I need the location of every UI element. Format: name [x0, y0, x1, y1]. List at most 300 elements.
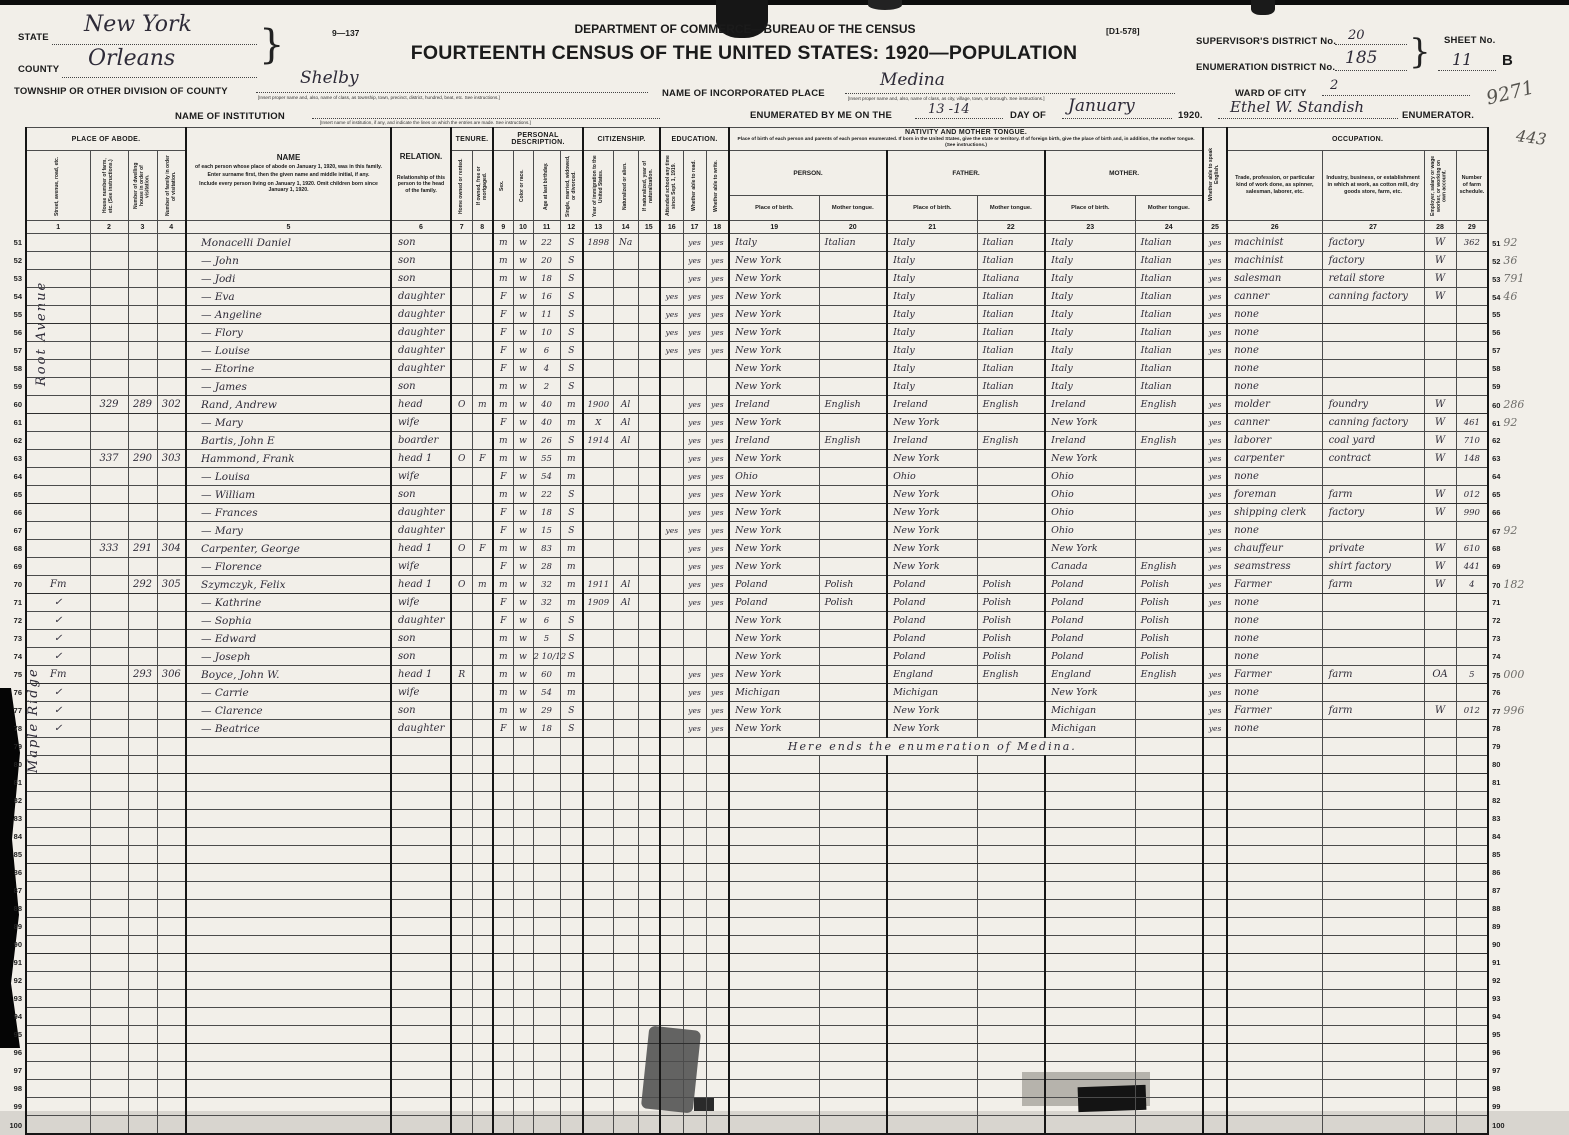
- cell-pb: [729, 990, 819, 1008]
- cell-ind: [1322, 792, 1424, 810]
- cell-pt: [819, 342, 887, 360]
- cell-rel: [391, 900, 451, 918]
- cell-fam: [157, 864, 186, 882]
- cell-ind: [1322, 882, 1424, 900]
- cell-house: [90, 864, 128, 882]
- supervisor-district-label: SUPERVISOR'S DISTRICT No.: [1196, 36, 1337, 47]
- cell-read: [683, 864, 706, 882]
- cell-farm: [1456, 936, 1488, 954]
- cell-rel: [391, 828, 451, 846]
- cell-age: [533, 774, 560, 792]
- cell-ft: English: [977, 666, 1045, 684]
- table-row: [8, 918, 1522, 936]
- cell-color: w: [513, 630, 533, 648]
- cell-farm: 710: [1456, 432, 1488, 450]
- cell-dwell: [128, 252, 157, 270]
- day-of-label: DAY OF: [1010, 110, 1047, 121]
- cell-age: 40: [533, 396, 560, 414]
- cell-age: 2 10/12: [533, 648, 560, 666]
- cell-natzyr: [638, 612, 660, 630]
- section-nativity: [729, 128, 1203, 151]
- cell-trade: [1227, 1026, 1322, 1044]
- scan-artifact-blob: [868, 0, 902, 10]
- cell-imm: [583, 684, 613, 702]
- cell-ind: [1322, 720, 1424, 738]
- cell-street: [26, 468, 90, 486]
- cell-school: [660, 720, 683, 738]
- cell-emp: [1424, 810, 1456, 828]
- line-number-left: 91: [13, 958, 22, 968]
- table-row: [8, 1098, 1522, 1116]
- cell-mar: m: [560, 594, 583, 612]
- cell-rel: wife: [391, 468, 451, 486]
- cell-fam: [157, 828, 186, 846]
- cell-house: [90, 846, 128, 864]
- cell-mar: [560, 1044, 583, 1062]
- line-number-left: 67: [13, 526, 22, 536]
- cell-dwell: [128, 432, 157, 450]
- cell-t1: [451, 792, 472, 810]
- cell-pt: [819, 450, 887, 468]
- cell-fam: [157, 288, 186, 306]
- cell-mt: [1135, 684, 1203, 702]
- cell-house: [90, 990, 128, 1008]
- cell-t1: O: [451, 450, 472, 468]
- cell-age: [533, 972, 560, 990]
- cell-write: [706, 360, 729, 378]
- cell-rel: son: [391, 252, 451, 270]
- cell-rel: son: [391, 234, 451, 252]
- street-name-label: Root Avenue: [34, 280, 49, 386]
- cell-house: [90, 522, 128, 540]
- cell-write: yes: [706, 468, 729, 486]
- cell-t2: [472, 288, 493, 306]
- cell-ft: [977, 1080, 1045, 1098]
- cell-color: [513, 900, 533, 918]
- cell-age: 2: [533, 378, 560, 396]
- table-row: [8, 738, 1522, 756]
- cell-mt: Italian: [1135, 360, 1203, 378]
- cell-fb: [887, 756, 977, 774]
- line-number-left: 56: [13, 328, 22, 338]
- line-number-left: 83: [13, 814, 22, 824]
- cell-trade: [1227, 810, 1322, 828]
- column-speak-english: [1203, 128, 1227, 221]
- margin-note: 46: [1503, 290, 1518, 304]
- cell-t1: [451, 1098, 472, 1116]
- cell-emp: W: [1424, 234, 1456, 252]
- line-number-left: 98: [13, 1084, 22, 1094]
- cell-read: yes: [683, 414, 706, 432]
- cell-color: w: [513, 648, 533, 666]
- cell-emp: W: [1424, 576, 1456, 594]
- line-number-right: [1488, 540, 1522, 558]
- column-attended-school: [660, 151, 683, 221]
- enum-district-rule: [1335, 70, 1407, 71]
- cell-farm: [1456, 648, 1488, 666]
- cell-imm: [583, 648, 613, 666]
- cell-ind: foundry: [1322, 396, 1424, 414]
- cell-fb: [887, 864, 977, 882]
- cell-fam: [157, 792, 186, 810]
- cell-dwell: [128, 288, 157, 306]
- column-age: [533, 151, 560, 221]
- cell-fam: [157, 342, 186, 360]
- cell-street: [26, 558, 90, 576]
- cell-rel: head 1: [391, 666, 451, 684]
- cell-name: [186, 900, 391, 918]
- line-number-left: 61: [13, 418, 22, 428]
- cell-natz: Na: [613, 234, 638, 252]
- cell-natz: [613, 468, 638, 486]
- line-number-right: [1488, 1062, 1522, 1080]
- cell-read: [683, 612, 706, 630]
- cell-eng: yes: [1203, 342, 1227, 360]
- cell-natzyr: [638, 630, 660, 648]
- cell-age: [533, 846, 560, 864]
- column-number-row: [8, 221, 1522, 234]
- cell-fam: [157, 234, 186, 252]
- line-number-right: [1488, 846, 1522, 864]
- cell-mt: [1135, 990, 1203, 1008]
- cell-write: yes: [706, 522, 729, 540]
- cell-farm: [1456, 684, 1488, 702]
- cell-mb: [1045, 774, 1135, 792]
- census-table: [8, 127, 1525, 1135]
- line-number-right: [1488, 252, 1522, 270]
- cell-name: — Flory: [186, 324, 391, 342]
- census-body: [8, 234, 1525, 1135]
- scan-artifact-blob: [1251, 0, 1275, 15]
- cell-rel: son: [391, 630, 451, 648]
- cell-pt: [819, 270, 887, 288]
- cell-eng: [1203, 612, 1227, 630]
- cell-t1: O: [451, 540, 472, 558]
- cell-ind: [1322, 900, 1424, 918]
- cell-t1: [451, 1026, 472, 1044]
- cell-t1: [451, 306, 472, 324]
- sheet-rule: [1438, 70, 1496, 71]
- cell-pb: [729, 846, 819, 864]
- cell-read: [683, 846, 706, 864]
- line-number-right: [1488, 522, 1522, 540]
- cell-house: [90, 756, 128, 774]
- cell-sex: m: [493, 432, 513, 450]
- cell-name: Bartis, John E: [186, 432, 391, 450]
- cell-mb: Ireland: [1045, 396, 1135, 414]
- line-number: 98: [1492, 1084, 1501, 1094]
- cell-rel: head 1: [391, 540, 451, 558]
- cell-trade: [1227, 936, 1322, 954]
- cell-pb: [729, 1098, 819, 1116]
- line-number: 67: [1492, 527, 1501, 537]
- cell-imm: [583, 540, 613, 558]
- column-number: 16: [660, 221, 683, 234]
- line-number-left: 88: [13, 904, 22, 914]
- cell-natzyr: [638, 702, 660, 720]
- line-number-right: [1488, 936, 1522, 954]
- cell-t2: [472, 342, 493, 360]
- cell-house: [90, 612, 128, 630]
- cell-t2: [472, 468, 493, 486]
- enumerator-label: ENUMERATOR.: [1402, 110, 1475, 121]
- cell-ft: [977, 414, 1045, 432]
- cell-t2: [472, 1080, 493, 1098]
- cell-rel: [391, 846, 451, 864]
- cell-pt: [819, 1116, 887, 1135]
- township-label: TOWNSHIP OR OTHER DIVISION OF COUNTY: [14, 86, 228, 97]
- table-row: [8, 252, 1522, 270]
- cell-fb: [887, 828, 977, 846]
- cell-house: 337: [90, 450, 128, 468]
- cell-mar: S: [560, 432, 583, 450]
- cell-sex: m: [493, 576, 513, 594]
- cell-farm: [1456, 306, 1488, 324]
- cell-age: 22: [533, 486, 560, 504]
- line-number-left: 97: [13, 1066, 22, 1076]
- cell-mt: [1135, 522, 1203, 540]
- cell-trade: [1227, 1044, 1322, 1062]
- table-row: [8, 612, 1522, 630]
- cell-pt: [819, 288, 887, 306]
- cell-write: yes: [706, 684, 729, 702]
- line-number-right: [1488, 576, 1525, 594]
- cell-school: [660, 558, 683, 576]
- cell-t2: [472, 612, 493, 630]
- cell-natzyr: [638, 270, 660, 288]
- table-row: [8, 882, 1522, 900]
- cell-read: [683, 972, 706, 990]
- cell-street: ✓: [26, 702, 90, 720]
- cell-ind: farm: [1322, 702, 1424, 720]
- line-number-right: [1488, 432, 1522, 450]
- cell-fb: [887, 792, 977, 810]
- cell-street: [26, 864, 90, 882]
- cell-fb: New York: [887, 540, 977, 558]
- cell-fam: [157, 954, 186, 972]
- cell-ft: [977, 1008, 1045, 1026]
- cell-imm: [583, 756, 613, 774]
- cell-t1: [451, 558, 472, 576]
- place-fineprint: [Insert proper name and, also, name of class, as city, village, town, or borough. See instructions.]: [848, 96, 1045, 101]
- cell-street: ✓: [26, 594, 90, 612]
- cell-mt: English: [1135, 396, 1203, 414]
- line-number-left: 72: [13, 616, 22, 626]
- line-number-right: [1488, 324, 1522, 342]
- census-table-head: [8, 128, 1522, 234]
- cell-dwell: [128, 234, 157, 252]
- cell-imm: [583, 288, 613, 306]
- cell-sex: F: [493, 342, 513, 360]
- cell-pt: [819, 990, 887, 1008]
- cell-emp: W: [1424, 252, 1456, 270]
- cell-mar: S: [560, 324, 583, 342]
- line-number-left: 65: [13, 490, 22, 500]
- cell-house: [90, 558, 128, 576]
- cell-age: 11: [533, 306, 560, 324]
- table-row: [8, 1080, 1522, 1098]
- cell-school: [660, 1008, 683, 1026]
- cell-farm: [1456, 522, 1488, 540]
- cell-read: [683, 1080, 706, 1098]
- cell-natz: [613, 1044, 638, 1062]
- cell-school: [660, 648, 683, 666]
- cell-pt: [819, 666, 887, 684]
- cell-color: w: [513, 306, 533, 324]
- table-row: [8, 1116, 1522, 1135]
- cell-ft: Polish: [977, 648, 1045, 666]
- cell-sex: m: [493, 234, 513, 252]
- ward-value: 2: [1330, 78, 1339, 93]
- cell-natzyr: [638, 306, 660, 324]
- cell-ind: [1322, 918, 1424, 936]
- cell-natz: [613, 1116, 638, 1135]
- line-number: 83: [1492, 814, 1501, 824]
- cell-mt: [1135, 1098, 1203, 1116]
- cell-rel: [391, 738, 451, 756]
- enumeration-date-value: 13 -14: [928, 102, 970, 117]
- ward-rule: [1322, 95, 1470, 96]
- cell-school: [660, 828, 683, 846]
- cell-natzyr: [638, 900, 660, 918]
- line-number-right: [1488, 504, 1522, 522]
- incorporated-place-value: Medina: [880, 70, 945, 90]
- cell-fb: [887, 1044, 977, 1062]
- cell-ind: contract: [1322, 450, 1424, 468]
- cell-natz: [613, 630, 638, 648]
- cell-t1: [451, 1116, 472, 1135]
- cell-imm: [583, 612, 613, 630]
- line-number: 54: [1492, 293, 1501, 303]
- line-number: 72: [1492, 616, 1501, 626]
- cell-color: [513, 918, 533, 936]
- cell-imm: [583, 900, 613, 918]
- table-row: [8, 1026, 1522, 1044]
- cell-read: yes: [683, 504, 706, 522]
- cell-eng: [1203, 792, 1227, 810]
- cell-sex: F: [493, 468, 513, 486]
- cell-dwell: [128, 1008, 157, 1026]
- cell-rel: [391, 1008, 451, 1026]
- cell-farm: 441: [1456, 558, 1488, 576]
- cell-read: yes: [683, 288, 706, 306]
- cell-sex: [493, 990, 513, 1008]
- table-row: [8, 360, 1522, 378]
- cell-t2: [472, 432, 493, 450]
- cell-eng: yes: [1203, 432, 1227, 450]
- cell-house: [90, 342, 128, 360]
- table-row: [8, 342, 1522, 360]
- cell-house: [90, 936, 128, 954]
- cell-natzyr: [638, 450, 660, 468]
- cell-trade: Farmer: [1227, 576, 1322, 594]
- cell-ft: [977, 540, 1045, 558]
- margin-note: 996: [1503, 704, 1525, 718]
- cell-emp: [1424, 360, 1456, 378]
- table-row: [8, 792, 1522, 810]
- cell-trade: none: [1227, 468, 1322, 486]
- cell-age: 60: [533, 666, 560, 684]
- cell-ind: canning factory: [1322, 414, 1424, 432]
- table-row: [8, 1044, 1522, 1062]
- line-number: 62: [1492, 436, 1501, 446]
- cell-t2: [472, 864, 493, 882]
- cell-t2: [472, 918, 493, 936]
- cell-t2: [472, 252, 493, 270]
- cell-rel: son: [391, 648, 451, 666]
- cell-sex: [493, 954, 513, 972]
- cell-ind: [1322, 594, 1424, 612]
- cell-street: ✓: [26, 720, 90, 738]
- cell-house: [90, 1062, 128, 1080]
- cell-pb: New York: [729, 504, 819, 522]
- cell-pb: New York: [729, 630, 819, 648]
- cell-ind: [1322, 1026, 1424, 1044]
- cell-eng: [1203, 810, 1227, 828]
- cell-mt: Italian: [1135, 342, 1203, 360]
- cell-mar: [560, 1062, 583, 1080]
- cell-natz: [613, 990, 638, 1008]
- cell-fam: [157, 306, 186, 324]
- cell-mb: [1045, 918, 1135, 936]
- cell-age: [533, 918, 560, 936]
- cell-farm: 362: [1456, 234, 1488, 252]
- cell-mb: [1045, 990, 1135, 1008]
- county-label: COUNTY: [18, 64, 60, 75]
- cell-age: [533, 1044, 560, 1062]
- column-naturalized: [613, 151, 638, 221]
- table-row: [8, 594, 1522, 612]
- cell-t1: [451, 648, 472, 666]
- cell-house: [90, 1044, 128, 1062]
- cell-fam: [157, 720, 186, 738]
- cell-t1: [451, 1044, 472, 1062]
- cell-farm: 990: [1456, 504, 1488, 522]
- cell-sex: m: [493, 648, 513, 666]
- cell-t1: [451, 918, 472, 936]
- cell-rel: daughter: [391, 288, 451, 306]
- cell-mt: [1135, 738, 1203, 756]
- cell-farm: [1456, 288, 1488, 306]
- cell-fam: [157, 612, 186, 630]
- cell-street: ✓: [26, 612, 90, 630]
- cell-pb: New York: [729, 648, 819, 666]
- cell-eng: [1203, 774, 1227, 792]
- line-number-left: 84: [13, 832, 22, 842]
- column-number: 4: [157, 221, 186, 234]
- cell-imm: [583, 270, 613, 288]
- cell-write: [706, 936, 729, 954]
- cell-t2: [472, 882, 493, 900]
- cell-pb: New York: [729, 378, 819, 396]
- township-rule: [256, 92, 648, 93]
- cell-fb: Ireland: [887, 432, 977, 450]
- cell-imm: [583, 972, 613, 990]
- cell-mb: Italy: [1045, 378, 1135, 396]
- cell-t2: [472, 360, 493, 378]
- date-rule: [915, 118, 1003, 119]
- line-number: 74: [1492, 652, 1501, 662]
- line-number-right: [1488, 1008, 1522, 1026]
- cell-color: [513, 756, 533, 774]
- cell-dwell: [128, 1044, 157, 1062]
- cell-imm: [583, 522, 613, 540]
- cell-name: [186, 1062, 391, 1080]
- cell-fb: New York: [887, 522, 977, 540]
- cell-farm: 5: [1456, 666, 1488, 684]
- cell-dwell: 289: [128, 396, 157, 414]
- cell-natz: [613, 486, 638, 504]
